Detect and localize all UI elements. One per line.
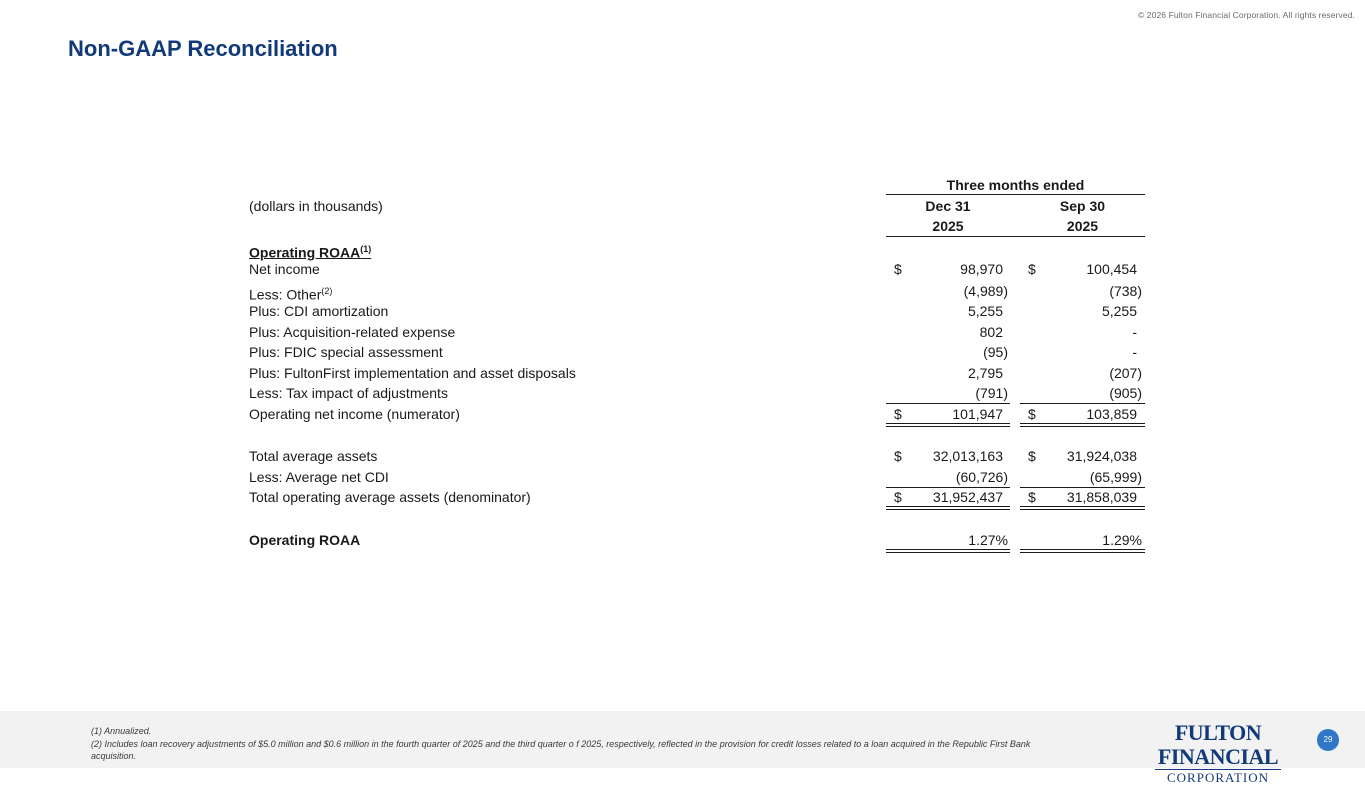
- copyright-notice: © 2026 Fulton Financial Corporation. All rights reserved.: [1137, 10, 1355, 20]
- footer-bar: [0, 711, 1365, 785]
- table-row: Plus: FultonFirst implementation and asset disposals 2,795 (207): [249, 364, 1142, 381]
- period-header-row: [245, 175, 1150, 196]
- section-title: Operating ROAA$^{(1)}$: [249, 243, 372, 261]
- table-row: Plus: CDI amortization 5,255 5,255: [249, 303, 1137, 319]
- page-title: Non-GAAP Reconciliation: [68, 36, 338, 61]
- currency-symbol: $: [1028, 448, 1036, 464]
- period-header: Three months ended: [946, 177, 1085, 193]
- table-row: Operating net income (numerator) $ 101,947 $ 103,859: [245, 404, 1150, 425]
- table-row: Less: Other$^{(2)}$ (4,989) (738): [249, 283, 1142, 303]
- column-header-row: [245, 196, 1150, 217]
- currency-symbol: $: [1028, 260, 1036, 277]
- table-row: Plus: Acquisition-related expense 802 -: [249, 323, 1137, 340]
- page-number-badge: 29: [1317, 729, 1339, 751]
- section-title-row: [245, 237, 1150, 259]
- logo-line-1: FULTON FINANCIAL: [1157, 720, 1279, 769]
- footnotes: [91, 725, 1031, 763]
- fulton-financial-logo: [1133, 721, 1303, 785]
- col2-month: Sep 30: [1059, 197, 1106, 214]
- total-double-rule: [1020, 549, 1145, 553]
- table-row: Net income $ 98,970 $ 100,454: [249, 260, 1137, 277]
- currency-symbol: $: [894, 489, 902, 505]
- table-row: Plus: FDIC special assessment (95) -: [249, 344, 1137, 360]
- footnote-2: (2) Includes loan recovery adjustments of $5.0 million and $0.6 million in the fourth quarter of 2025 and the third quarter o f 2025, respectively, reflected in the provision for credit losses related to a loan acquired in the Republic First Bank acquisition.: [91, 738, 1031, 761]
- col1-year: 2025: [932, 218, 964, 234]
- spacer-row: [245, 424, 1150, 446]
- total-double-rule: [886, 549, 1010, 553]
- currency-symbol: $: [1028, 489, 1036, 505]
- table-row: Less: Tax impact of adjustments (791) (905): [245, 383, 1150, 404]
- table-row: Total operating average assets (denominator) $ 31,952,437 $ 31,858,039: [245, 487, 1150, 508]
- col1-month: Dec 31: [925, 197, 971, 214]
- currency-symbol: $: [894, 448, 902, 464]
- spacer-row: [245, 508, 1150, 530]
- currency-symbol: $: [894, 260, 902, 277]
- units-label: (dollars in thousands): [249, 197, 383, 214]
- table-row: Operating ROAA 1.27% 1.29%: [245, 530, 1150, 551]
- currency-symbol: $: [894, 405, 902, 422]
- column-year-row: [245, 216, 1150, 237]
- table-row: Total average assets $ 32,013,163 $ 31,924,038: [249, 448, 1137, 464]
- reconciliation-table: [245, 175, 1150, 550]
- footnote-1: (1) Annualized.: [91, 726, 152, 736]
- col2-year: 2025: [1066, 218, 1099, 234]
- currency-symbol: $: [1028, 405, 1036, 422]
- logo-line-2: CORPORATION: [1155, 769, 1281, 785]
- table-row: Less: Average net CDI (60,726) (65,999): [245, 467, 1150, 488]
